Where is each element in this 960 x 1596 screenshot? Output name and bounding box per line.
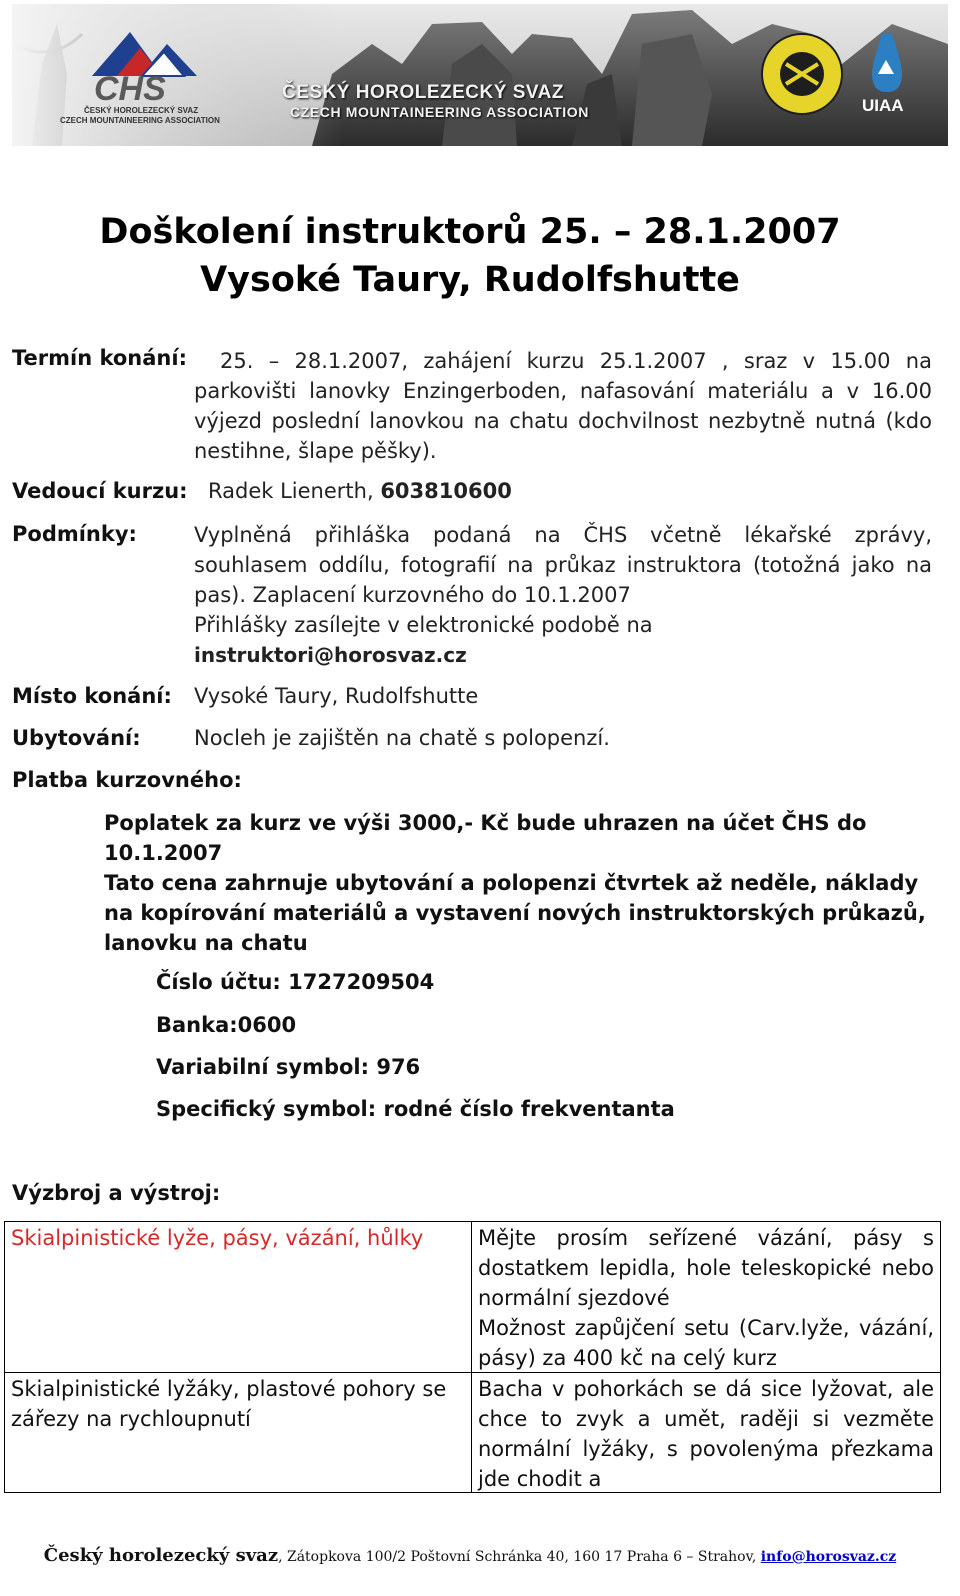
footer-address: , Zátopkova 100/2 Poštovní Schránka 40, 160 17 Praha 6 – Strahov, bbox=[278, 1549, 761, 1565]
vyzbroj-label: Výzbroj a výstroj: bbox=[12, 1181, 221, 1205]
chs-logo-text: CHS bbox=[94, 70, 166, 108]
platba-variable-symbol: Variabilní symbol: 976 bbox=[156, 1055, 421, 1079]
ubytovani-label: Ubytování: bbox=[12, 726, 141, 750]
podminky-label: Podmínky: bbox=[12, 522, 137, 546]
vedouci-phone: 603810600 bbox=[380, 479, 512, 503]
page-footer bbox=[0, 1545, 940, 1566]
chs-logo-subtitle-cz: ČESKÝ HOROLEZECKÝ SVAZ bbox=[84, 106, 199, 115]
table-row-2-note: Bacha v pohorkách se dá sice lyžovat, ale chce to zvyk a umět, raději si vezměte normální lyžáky, s povolenýma přezkama jde chodit a bbox=[478, 1377, 934, 1491]
platba-fee-text: Poplatek za kurz ve výši 3000,- Kč bude uhrazen na účet ČHS do 10.1.2007 bbox=[104, 811, 867, 865]
platba-bank: Banka:0600 bbox=[156, 1013, 297, 1037]
uiaa-logo-text: UIAA bbox=[862, 96, 904, 115]
platba-label: Platba kurzovného: bbox=[12, 768, 242, 792]
podminky-line2: Přihlášky zasílejte v elektronické podobě na bbox=[194, 613, 653, 637]
table-row-1-note-text: Mějte prosím seřízené vázání, pásy s dostatkem lepidla, hole teleskopické nebo normální sjezdové bbox=[478, 1226, 934, 1310]
platba-includes-text: Tato cena zahrnuje ubytování a polopenzi čtvrtek až neděle, náklady na kopírování materiálů a vystavení nových instruktorských průkazů, lanovku na chatu bbox=[104, 871, 926, 955]
table-row-1-item: Skialpinistické lyže, pásy, vázání, hůlky bbox=[11, 1226, 424, 1250]
table-row-1-note-rental: Možnost zapůjčení setu (Carv.lyže, vázání, pásy) za 400 kč na celý kurz bbox=[478, 1316, 934, 1370]
platba-account: Číslo účtu: 1727209504 bbox=[156, 970, 435, 994]
page-title: Doškolení instruktorů 25. – 28.1.2007 bbox=[99, 212, 841, 252]
platba-specific-symbol: Specifický symbol: rodné číslo frekventanta bbox=[156, 1097, 675, 1121]
table-row-1-note bbox=[472, 1222, 940, 1372]
footer-email-link[interactable]: info@horosvaz.cz bbox=[760, 1549, 897, 1565]
misto-value: Vysoké Taury, Rudolfshutte bbox=[194, 684, 479, 708]
banner-title-cz: ČESKÝ HOROLEZECKÝ SVAZ bbox=[282, 82, 564, 103]
ubytovani-value: Nocleh je zajištěn na chatě s polopenzí. bbox=[194, 726, 610, 750]
footer-org: Český horolezecký svaz bbox=[43, 1545, 279, 1566]
vedouci-value bbox=[208, 479, 512, 503]
banner-title-en: CZECH MOUNTAINEERING ASSOCIATION bbox=[290, 104, 589, 120]
table-row-2-item: Skialpinistické lyžáky, plastové pohory se zářezy na rychloupnutí bbox=[11, 1377, 447, 1431]
termin-label: Termín konání: bbox=[12, 346, 187, 370]
podminky-text: Vyplněná přihláška podaná na ČHS včetně lékařské zprávy, souhlasem oddílu, fotografií na průkaz instruktora (totožná jako na pas). Zaplacení kurzovného do 10.1.2007 bbox=[194, 523, 932, 607]
chs-logo-subtitle-en: CZECH MOUNTAINEERING ASSOCIATION bbox=[60, 116, 220, 125]
termin-text: 25. – 28.1.2007, zahájení kurzu 25.1.2007 , sraz v 15.00 na parkovišti lanovky Enzingerboden, nafasování materiálu a v 16.00 výjezd poslední lanovkou na chatu dochvilnost nezbytně nutná (kdo nestihne, šlape pěšky). bbox=[194, 349, 932, 463]
podminky-email-link[interactable]: instruktori@horosvaz.cz bbox=[194, 643, 467, 667]
misto-label: Místo konání: bbox=[12, 684, 172, 708]
page-subtitle: Vysoké Taury, Rudolfshutte bbox=[200, 260, 740, 300]
gear-table bbox=[4, 1221, 941, 1493]
vedouci-name: Radek Lienerth, bbox=[208, 479, 374, 503]
header-banner bbox=[12, 4, 948, 146]
vedouci-label: Vedoucí kurzu: bbox=[12, 479, 188, 503]
